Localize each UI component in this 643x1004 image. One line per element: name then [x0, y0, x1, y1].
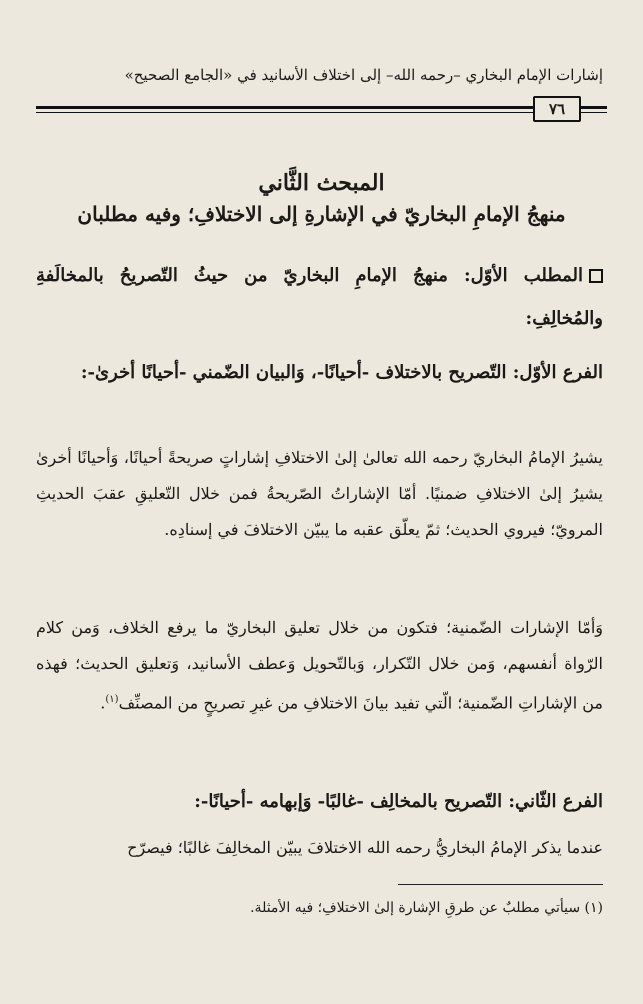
header-rule-thin [36, 112, 537, 113]
paragraph-one: يشيرُ الإمامُ البخاريّ رحمه الله تعالىٰ إلىٰ الاختلافِ إشاراتٍ صريحةً أحيانًا، وَأحيانًا أخرىٰ يشيرُ إلىٰ الاختلافِ ضمنيًا. أمّا الإشاراتُ الصّريحةُ فمن خلال التّعليقِ عقبَ الحديثِ المرويّ؛ فيروي الحديث؛ ثمّ يعلّق عقبه ما يبيّن الاختلافَ في إسنادِه. [36, 448, 603, 539]
header-rule-end-thin [581, 112, 607, 113]
square-bullet-icon [589, 269, 603, 283]
page-number: ٧٦ [533, 96, 581, 122]
paragraph-two-end: . [100, 693, 106, 713]
header-rule [36, 96, 607, 120]
paragraph-two [36, 610, 603, 721]
header-rule-thick [36, 106, 537, 109]
header-rule-end [581, 106, 607, 109]
matlab-one-heading [36, 254, 603, 340]
section-subtitle: منهجُ الإمامِ البخاريّ في الإشارةِ إلى الاختلافِ؛ وفيه مطلبان [77, 202, 566, 226]
paragraph-three: عندما يذكر الإمامُ البخاريُّ رحمه الله الاختلافَ يبيّن المخالِفَ غالبًا؛ فيصرّح [127, 838, 603, 857]
far-two-heading: الفرع الثّاني: التّصريح بالمخالِف -غالبًا- وَإبهامه -أحيانًا-: [194, 791, 603, 812]
footnote: (١) سيأتي مطلبٌ عن طرقِ الإشارة إلىٰ الاختلافِ؛ فيه الأمثلة. [250, 900, 603, 916]
far-one-heading: الفرع الأوّل: التّصريح بالاختلاف -أحيانًا-، وَالبيان الضّمني -أحيانًا أخرىٰ-: [80, 362, 603, 383]
running-header: إشارات الإمام البخاري –رحمه الله– إلى اختلاف الأسانيد في «الجامع الصحيح» [124, 66, 603, 84]
section-title: المبحث الثَّاني [258, 170, 385, 196]
footnote-separator [398, 884, 603, 885]
paragraph-two-text: وَأمّا الإشارات الضّمنية؛ فتكون من خلال تعليق البخاريّ ما يرفع الخلاف، وَمن كلام الرّواة أنفسهم، وَمن خلال التّكرار، وَبالتّحويل وَعطف الأسانيد، وَتعليق الحديث؛ فهذه من الإشاراتِ الضّمنية؛ الّتي تفيد بيانَ الاختلافِ من غيرِ تصريحٍ من المصنِّف [36, 618, 603, 713]
footnote-reference: (١) [105, 694, 119, 705]
matlab-one-heading-text: المطلب الأوّل: منهجُ الإمامِ البخاريّ من حيثُ التّصريحُ بالمخالَفةِ والمُخالِفِ: [36, 265, 603, 329]
